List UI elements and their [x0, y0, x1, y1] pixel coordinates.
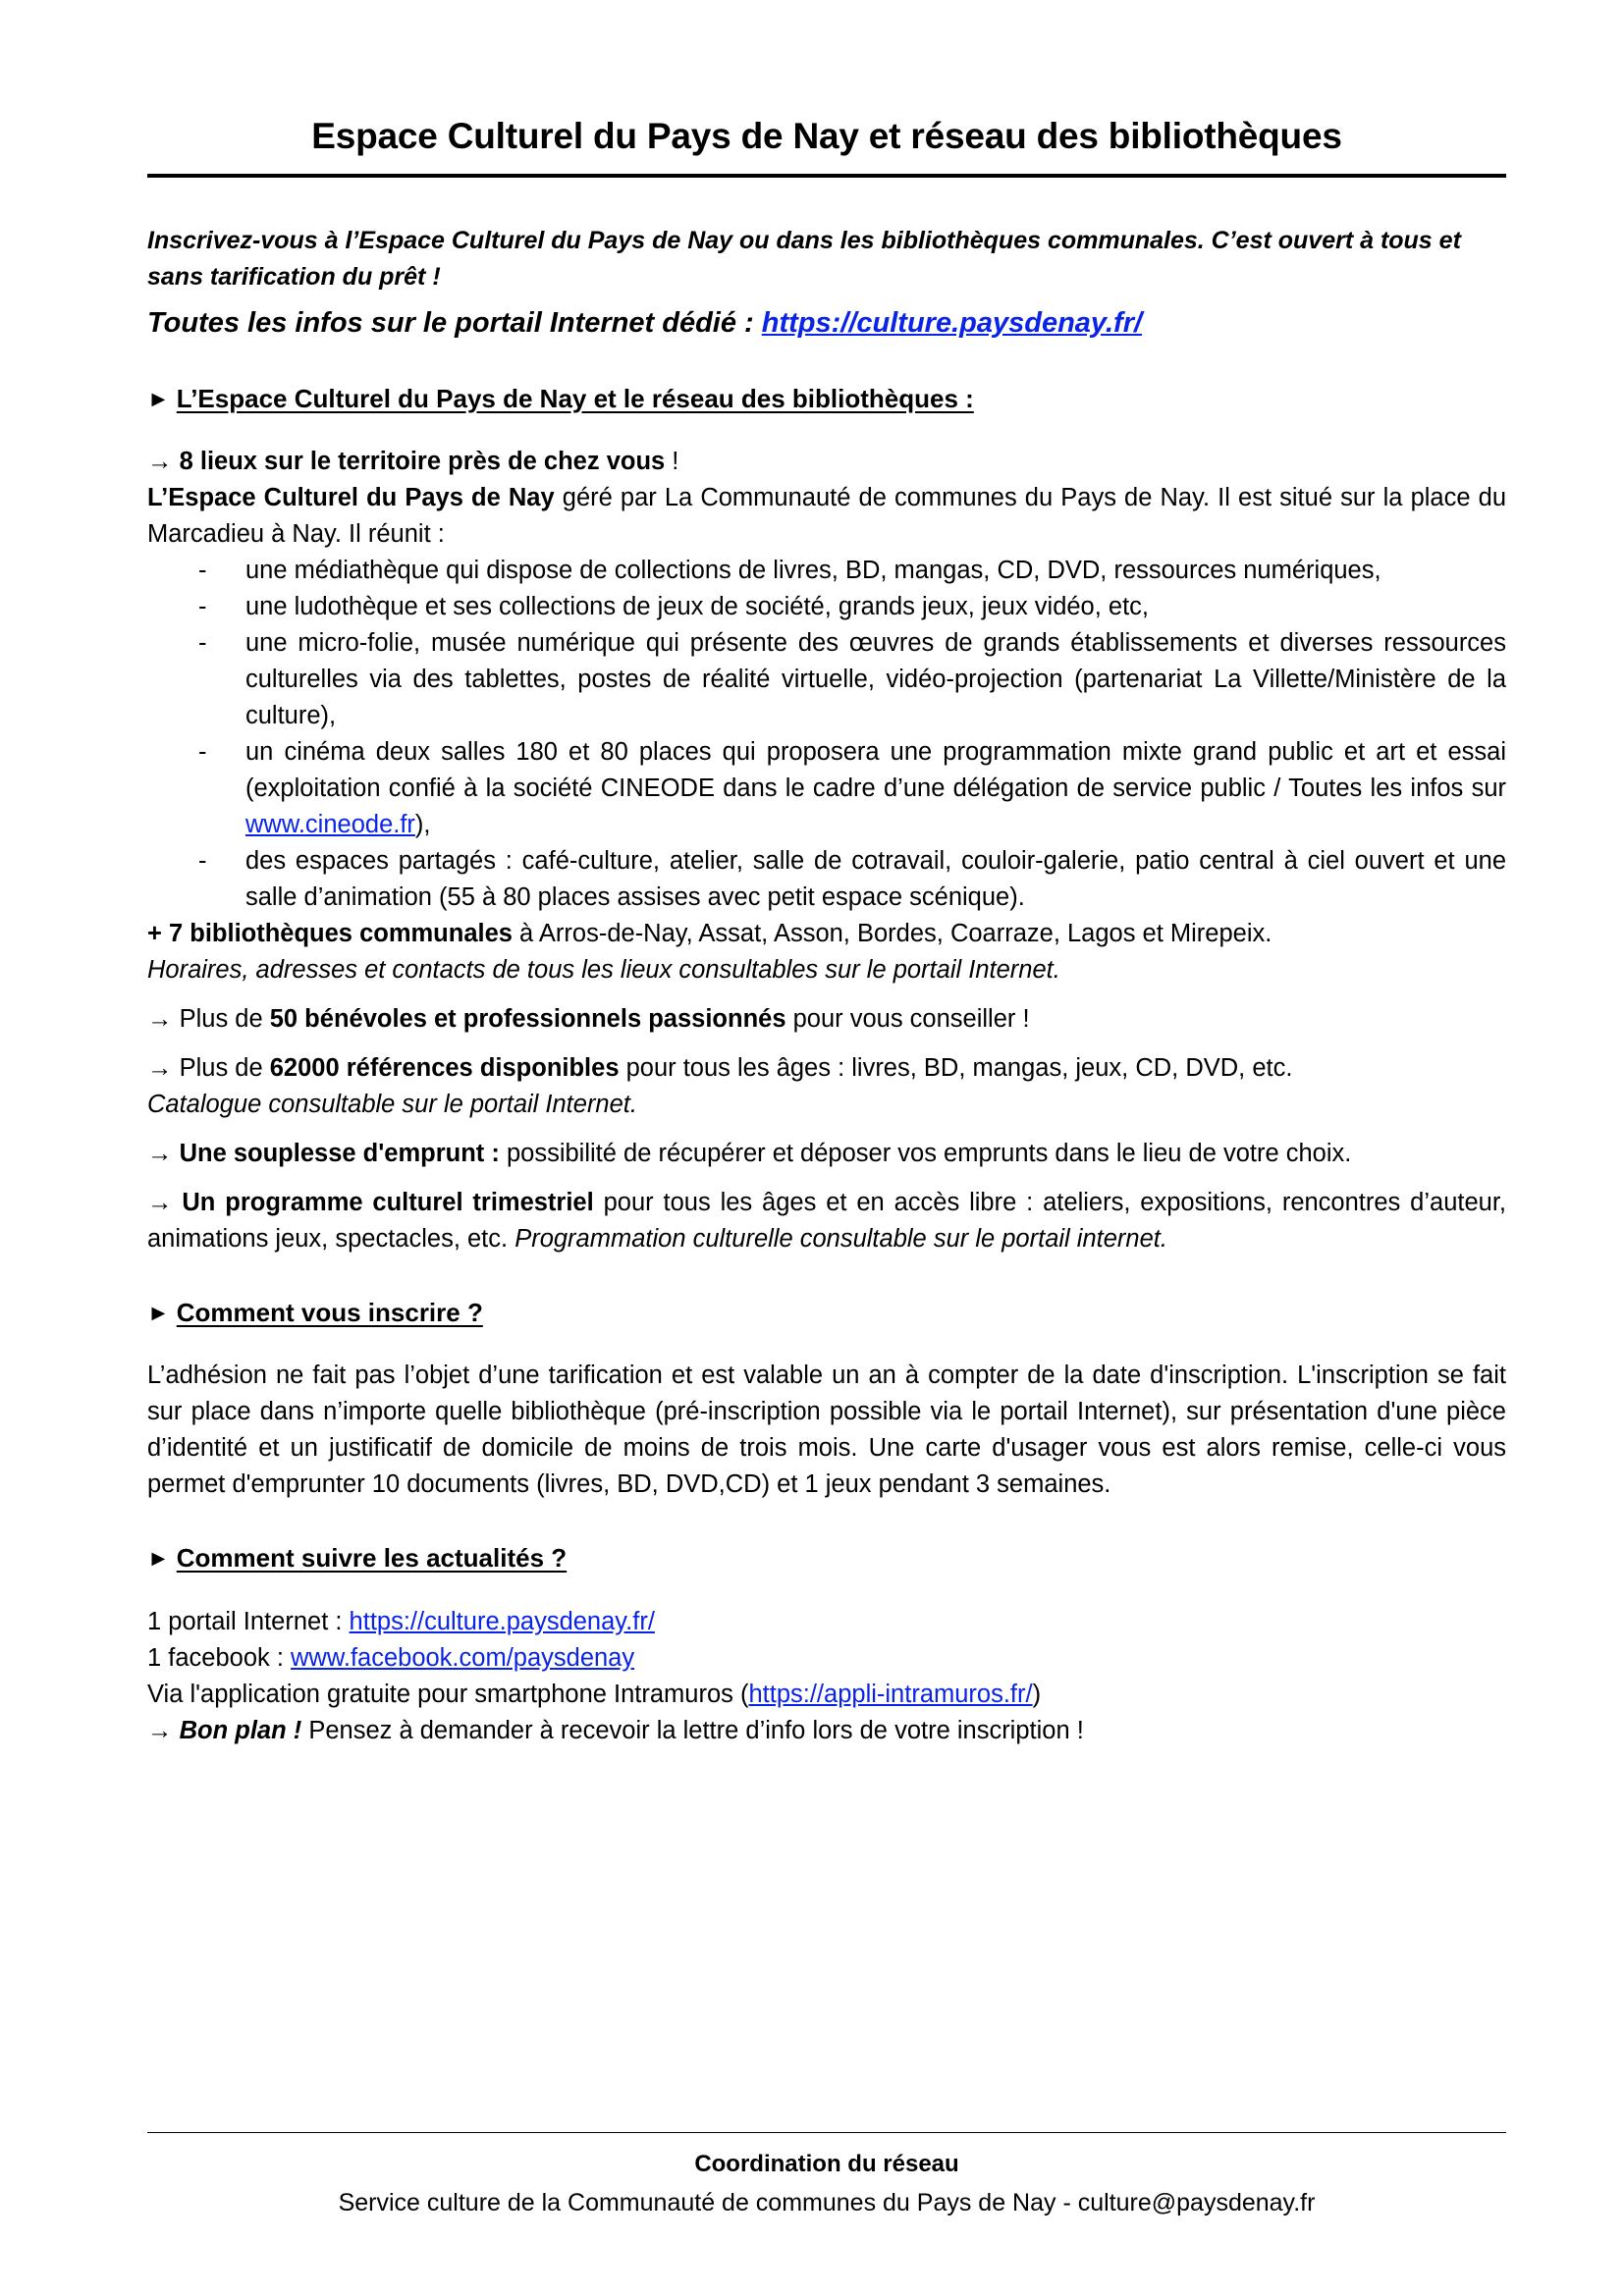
actualites-intramuros-pre: Via l'application gratuite pour smartphone Intramuros (	[147, 1680, 749, 1708]
triangle-bullet-icon: ►	[147, 1545, 170, 1572]
spacer	[147, 988, 1506, 1001]
list-item-text: une médiathèque qui dispose de collections de livres, BD, mangas, CD, DVD, ressources numériques,	[245, 557, 1381, 585]
portal-link-top[interactable]: https://culture.paysdenay.fr/	[761, 306, 1143, 339]
footer-title: Coordination du réseau	[694, 2151, 959, 2177]
arrow-icon: →	[147, 448, 173, 476]
triangle-bullet-icon: ►	[147, 1299, 170, 1325]
spacer	[147, 417, 1506, 444]
list-item-cinema-pre: un cinéma deux salles 180 et 80 places qui proposera une programmation mixte grand public et art et essai (exploitation confié à la société CINEODE dans le cadre d’une délégation de service public / Toutes les infos sur	[245, 738, 1506, 802]
spacer	[147, 1123, 1506, 1136]
page-title: Espace Culturel du Pays de Nay et réseau des bibliothèques	[311, 116, 1342, 156]
arrow-item-benevoles	[147, 1001, 1506, 1038]
intramuros-link[interactable]: https://appli-intramuros.fr/	[748, 1680, 1033, 1708]
list-item	[147, 625, 1506, 734]
spacer	[147, 1172, 1506, 1185]
arrow-icon: →	[147, 1716, 173, 1744]
inscription-paragraph: L’adhésion ne fait pas l’objet d’une tarification et est valable un an à compter de la date d'inscription. L'inscription se fait sur place dans n’importe quelle bibliothèque (pré-inscription possible via le portail Internet), sur présentation d'une pièce d’identité et un justificatif de domicile de moins de trois mois. Une carte d'usager vous est alors remise, celle-ci vous permet d'emprunter 10 documents (livres, BD, DVD,CD) et 1 jeux pendant 3 semaines.	[147, 1362, 1506, 1499]
footer-contact: Service culture de la Communauté de communes du Pays de Nay - culture@paysdenay.fr	[338, 2188, 1316, 2216]
actualites-facebook-line	[147, 1640, 1506, 1677]
section-heading-inscription	[147, 1295, 1506, 1332]
list-item-text: une micro-folie, musée numérique qui présente des œuvres de grands établissements et diverses ressources culturelles via des tablettes, postes de réalité virtuelle, vidéo-projection (partenariat La Villette/Ministère de la culture),	[245, 629, 1506, 730]
espace-culturel-name: L’Espace Culturel du Pays de Nay	[147, 484, 555, 512]
list-item-cinema-post: ),	[414, 810, 431, 838]
section-heading-label-3: Comment suivre les actualités ?	[176, 1543, 568, 1574]
bon-plan-label: Bon plan !	[179, 1716, 302, 1744]
arrow-icon: →	[147, 1139, 173, 1167]
list-item-text: des espaces partagés : café-culture, atelier, salle de cotravail, couloir-galerie, patio central à ciel ouvert et une salle d’animation (55 à 80 places assises avec petit espace scénique).	[245, 846, 1506, 911]
bibliotheques-communales-line	[147, 916, 1506, 952]
espace-culturel-paragraph	[147, 480, 1506, 553]
arrow-item-programme	[147, 1185, 1506, 1257]
list-item	[147, 843, 1506, 916]
section-heading-espace-culturel	[147, 381, 1506, 418]
triangle-bullet-icon: ►	[147, 385, 170, 411]
arrow-item-benevoles-post: pour vous conseiller !	[785, 1004, 1030, 1033]
list-item-cinema	[147, 734, 1506, 843]
arrow-item-references	[147, 1050, 1506, 1087]
spacer	[147, 344, 1506, 381]
espace-culturel-desc: géré par La Communauté de communes du Pays de Nay. Il est situé sur la place du Marcadieu à Nay. Il réunit :	[147, 484, 1507, 549]
bibliotheques-communales-rest: à Arros-de-Nay, Assat, Asson, Bordes, Coarraze, Lagos et Mirepeix.	[512, 919, 1272, 947]
portal-link-bottom[interactable]: https://culture.paysdenay.fr/	[349, 1607, 655, 1635]
arrow-item-lieux-rest: !	[665, 448, 679, 476]
list-item-text: une ludothèque et ses collections de jeux de société, grands jeux, jeux vidéo, etc,	[245, 593, 1150, 621]
list-item	[147, 589, 1506, 625]
section-heading-label-1: L’Espace Culturel du Pays de Nay et le réseau des bibliothèques :	[176, 383, 974, 413]
arrow-icon: →	[147, 1053, 173, 1082]
section-heading-label-2: Comment vous inscrire ?	[176, 1297, 483, 1327]
spacer	[147, 1257, 1506, 1295]
title-divider	[147, 174, 1506, 178]
intro-portal-prefix: Toutes les infos sur le portail Internet dédié :	[147, 306, 762, 339]
actualites-facebook-label: 1 facebook :	[147, 1643, 292, 1672]
arrow-icon: →	[147, 1188, 173, 1216]
section-heading-actualites	[147, 1540, 1506, 1577]
equipements-list	[147, 553, 1506, 916]
intro-line-1: Inscrivez-vous à l’Espace Culturel du Pays de Nay ou dans les bibliothèques communales. C’est ouvert à tous et sans tarification du prêt !	[147, 226, 1461, 291]
intro-portal-line	[147, 302, 1506, 344]
arrow-item-benevoles-pre: Plus de	[179, 1004, 270, 1033]
arrow-item-lieux-bold: 8 lieux sur le territoire près de chez vous	[179, 448, 666, 476]
bon-plan-line	[147, 1713, 1506, 1749]
actualites-intramuros-post: )	[1032, 1680, 1042, 1708]
horaires-note: Horaires, adresses et contacts de tous les lieux consultables sur le portail Internet.	[147, 955, 1060, 984]
page-footer	[147, 2132, 1506, 2220]
spacer	[147, 1038, 1506, 1050]
actualites-portail-line	[147, 1604, 1506, 1640]
arrow-item-lieux	[147, 444, 1506, 480]
footer-divider	[147, 2132, 1506, 2133]
arrow-item-souplesse-rest: possibilité de récupérer et déposer vos emprunts dans le lieu de votre choix.	[499, 1139, 1352, 1167]
arrow-item-programme-italic: Programmation culturelle consultable sur le portail internet.	[514, 1224, 1167, 1253]
arrow-item-programme-mid: pour tous les âges et en accès libre : ateliers, expositions, rencontres d’auteur, animations jeux, spectacles, etc.	[147, 1188, 1507, 1253]
spacer	[147, 1331, 1506, 1358]
actualites-intramuros-line	[147, 1677, 1506, 1713]
arrow-item-references-pre: Plus de	[179, 1053, 270, 1082]
bibliotheques-communales-bold: + 7 bibliothèques communales	[147, 919, 513, 947]
spacer	[147, 1503, 1506, 1540]
document-body	[147, 0, 1506, 1749]
arrow-item-benevoles-bold: 50 bénévoles et professionnels passionnés	[269, 1004, 786, 1033]
intro-paragraph	[147, 223, 1506, 295]
arrow-item-souplesse-bold: Une souplesse d'emprunt :	[179, 1139, 500, 1167]
arrow-item-souplesse	[147, 1136, 1506, 1172]
catalogue-note: Catalogue consultable sur le portail Internet.	[147, 1090, 637, 1118]
actualites-portail-label: 1 portail Internet :	[147, 1607, 350, 1635]
spacer	[147, 1577, 1506, 1604]
arrow-item-references-post: pour tous les âges : livres, BD, mangas, jeux, CD, DVD, etc.	[619, 1053, 1293, 1082]
cineode-link[interactable]: www.cineode.fr	[245, 810, 415, 838]
arrow-item-programme-bold: Un programme culturel trimestriel	[182, 1188, 594, 1216]
list-item	[147, 553, 1506, 589]
arrow-item-references-bold: 62000 références disponibles	[269, 1053, 620, 1082]
bon-plan-rest: Pensez à demander à recevoir la lettre d’info lors de votre inscription !	[301, 1716, 1084, 1744]
facebook-link[interactable]: www.facebook.com/paysdenay	[291, 1643, 635, 1672]
spacer	[147, 186, 1506, 223]
arrow-icon: →	[147, 1004, 173, 1033]
